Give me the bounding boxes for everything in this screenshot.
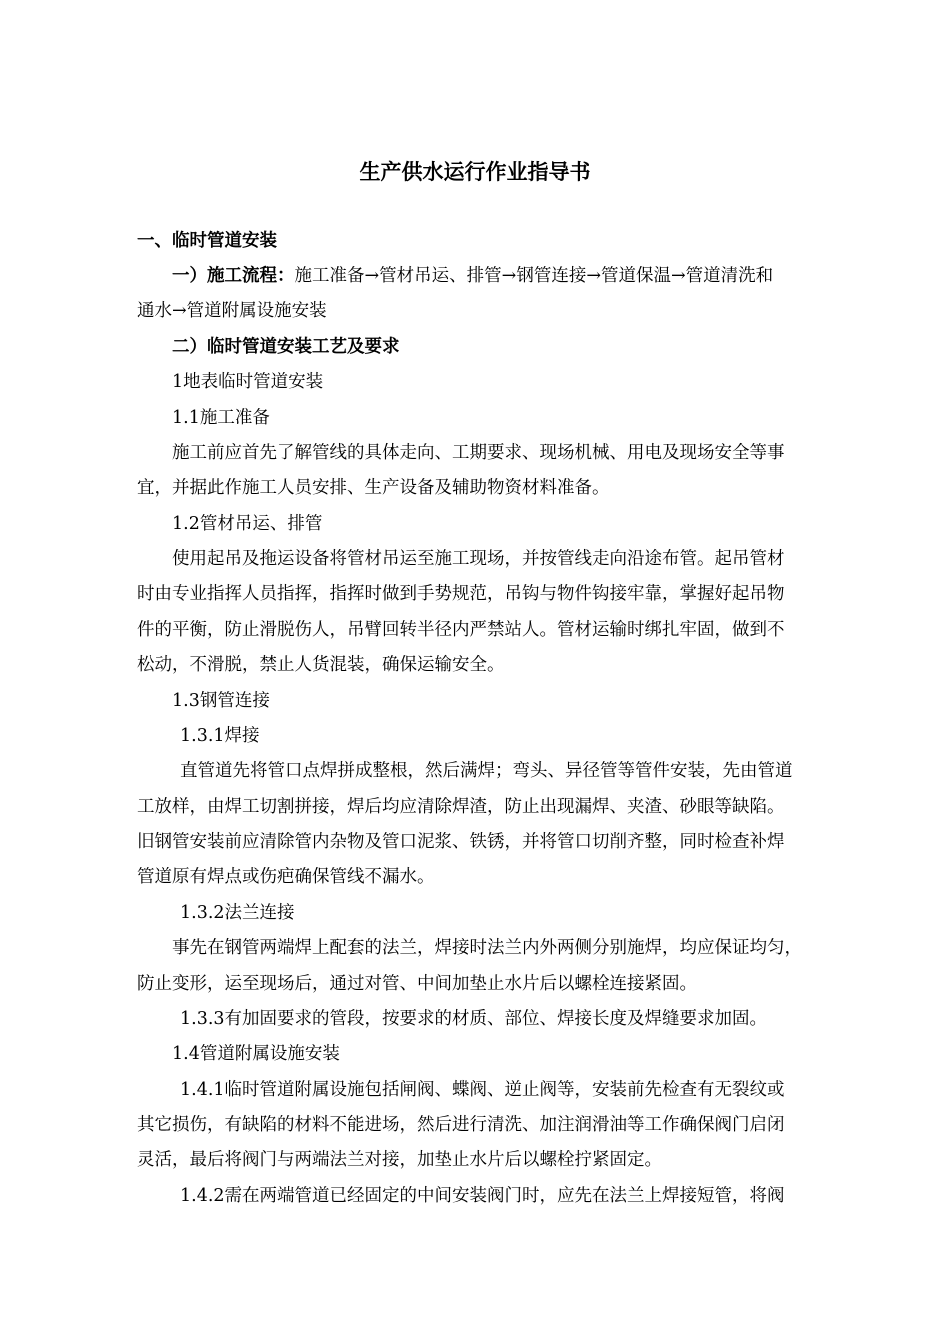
clause-heading-1-3-2: 1.3.2法兰连接 <box>180 903 295 923</box>
paragraph-line: 施工前应首先了解管线的具体走向、工期要求、现场机械、用电及现场安全等事 <box>172 443 785 463</box>
paragraph-line: 灵活，最后将阀门与两端法兰对接，加垫止水片后以螺栓拧紧固定。 <box>137 1150 662 1170</box>
clause-heading-1: 1地表临时管道安装 <box>172 372 324 392</box>
clause-1-3-3: 1.3.3有加固要求的管段，按要求的材质、部位、焊接长度及焊缝要求加固。 <box>180 1009 768 1029</box>
clause-heading-1-3-1: 1.3.1焊接 <box>180 726 260 746</box>
paragraph-line: 管道原有焊点或伤疤确保管线不漏水。 <box>137 867 435 887</box>
paragraph-line: 时由专业指挥人员指挥，指挥时做到手势规范，吊钩与物件钩接牢靠，掌握好起吊物 <box>137 584 785 604</box>
paragraph-line: 防止变形，运至现场后，通过对管、中间加垫止水片后以螺栓连接紧固。 <box>137 974 697 994</box>
paragraph-line: 工放样，由焊工切割拼接，焊后均应清除焊渣，防止出现漏焊、夹渣、砂眼等缺陷。 <box>137 797 785 817</box>
subsection-heading-2: 二）临时管道安装工艺及要求 <box>172 337 400 357</box>
paragraph-line: 松动，不滑脱，禁止人货混装，确保运输安全。 <box>137 655 505 675</box>
paragraph-line: 宜，并据此作施工人员安排、生产设备及辅助物资材料准备。 <box>137 478 610 498</box>
clause-heading-1-3: 1.3钢管连接 <box>172 691 270 711</box>
section-heading-1: 一、临时管道安装 <box>137 231 277 251</box>
clause-heading-1-4: 1.4管道附属设施安装 <box>172 1044 340 1064</box>
clause-heading-1-2: 1.2管材吊运、排管 <box>172 514 323 534</box>
paragraph-line: 旧钢管安装前应清除管内杂物及管口泥浆、铁锈，并将管口切削齐整，同时检查补焊 <box>137 832 785 852</box>
paragraph-line: 直管道先将管口点焊拼成整根，然后满焊；弯头、异径管等管件安装，先由管道 <box>180 761 793 781</box>
construction-flow-line <box>172 264 773 288</box>
paragraph-line: 使用起吊及拖运设备将管材吊运至施工现场，并按管线走向沿途布管。起吊管材 <box>172 549 785 569</box>
paragraph-line: 其它损伤，有缺陷的材料不能进场，然后进行清洗、加注润滑油等工作确保阀门启闭 <box>137 1115 785 1135</box>
paragraph-line: 事先在钢管两端焊上配套的法兰，焊接时法兰内外两侧分别施焊，均应保证均匀， <box>172 938 802 958</box>
construction-flow-text: 施工准备→管材吊运、排管→钢管连接→管道保温→管道清洗和 <box>294 266 774 286</box>
paragraph-line: 1.4.1临时管道附属设施包括闸阀、蝶阀、逆止阀等，安装前先检查有无裂纹或 <box>180 1080 785 1100</box>
clause-heading-1-1: 1.1施工准备 <box>172 408 270 428</box>
paragraph-line: 1.4.2需在两端管道已经固定的中间安装阀门时，应先在法兰上焊接短管，将阀 <box>180 1186 785 1206</box>
paragraph-line: 通水→管道附属设施安装 <box>137 301 327 321</box>
document-title: 生产供水运行作业指导书 <box>359 160 591 184</box>
paragraph-line: 件的平衡，防止滑脱伤人，吊臂回转半径内严禁站人。管材运输时绑扎牢固，做到不 <box>137 620 785 640</box>
construction-flow-label: 一）施工流程： <box>172 266 295 286</box>
